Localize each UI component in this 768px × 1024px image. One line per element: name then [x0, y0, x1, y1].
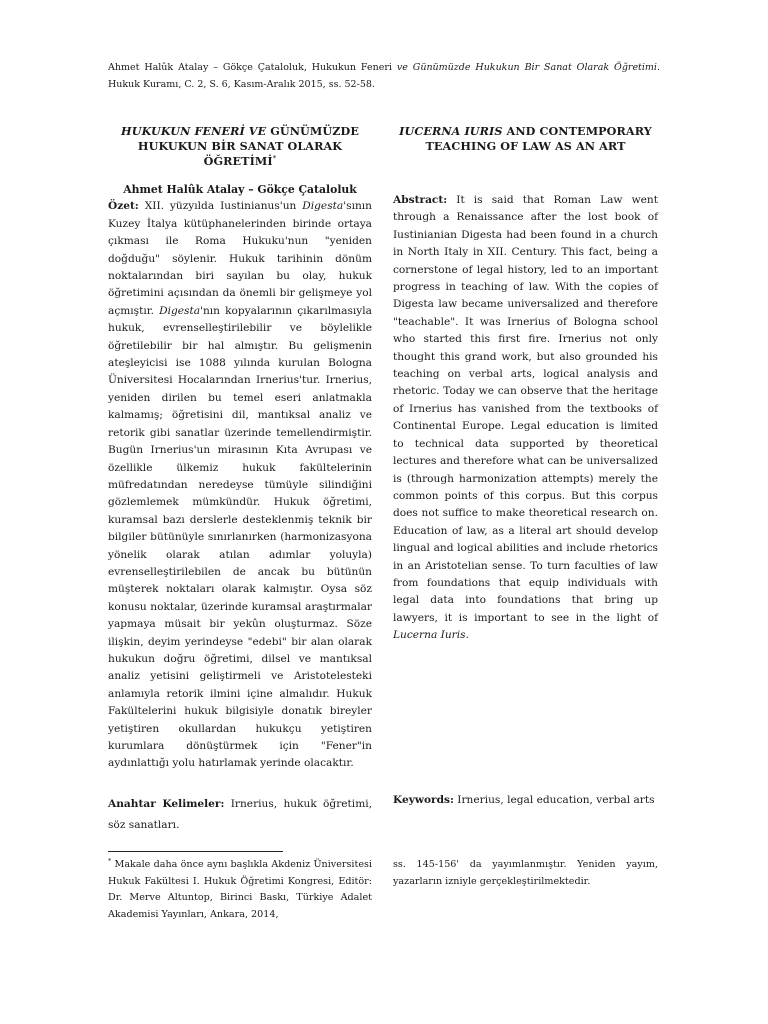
abstract-label: Abstract:: [393, 194, 448, 206]
ozet-text-1: XII. yüzyılda Iustinianus'un: [138, 200, 303, 213]
footnote-left: [108, 857, 372, 923]
digesta-italic-1: Digesta: [302, 200, 344, 213]
ozet-text-3: 'nın kopyalarının çıkarılmasıyla hukuk, evrenselleştirilebilir ve böylelikle öğretilebilir bir hal almıştır. Bu gelişmenin ateşleyicisi ise 1088 yılında kurulan Bologna Üniversitesi Hocalarından Irnerius'tur. Irnerius, yeniden dirilen bu temel eseri anlatmakla kalmamış; öğretisini dil, mantıksal analiz ve retorik gibi sanatlar üzerinde temellendirmiştir. Bugün Irnerius'un mirasının Kıta Avrupası ve özellikle ülkemiz hukuk fakültelerinin müfredatından neredeyse tümüyle silindiğini gözlemlemek mümkündür. Hukuk öğretimi, kuramsal bazı derslerle desteklenmiş teknik bir bilgiler bütünüyle sınırlanırken (harmonizasyona yönelik olarak atılan adımlar yoluyla) evrenselleştirilebilen de ancak bu bütünün müşterek noktaları olarak kalmıştır. Oysa söz konusu noktalar, üzerinde kuramsal araştırmalar yapmaya müsait bir yekûn oluşturmaz. Söze ilişkin, deyim yerindeyse "edebi" bir alan olarak hukukun doğru öğretimi, dilsel ve mantıksal analiz yetisini geliştirmeli ve Aristotelesteki anlamıyla retorik ilmini içine almalıdır. Hukuk Fakültelerini hukuk bilgisiyle donatık bireyler yetiştiren okullardan hukukçu yetiştiren kurumlara dönüştürmek için "Fener"in aydınlattığı yolu hatırlamak yerinde olacaktır.: [108, 304, 372, 770]
turkish-column: [108, 124, 372, 773]
anahtar-kelimeler-text: Irnerius, hukuk öğretimi, söz sanatları.: [108, 798, 372, 831]
keywords-label: Keywords:: [393, 794, 454, 806]
abstract-text: It is said that Roman Law went through a Renaissance after the lost book of Iustinianian Digesta had been found in a church in North Italy in XII. Century. This fact, being a cornerstone of legal history, led to an important progress in teaching of law. With the copies of Digesta law became universalized and therefore "teachable". It was Irnerius of Bologna school who started this first fire. Irnerius not only thought this grand work, but also grounded his teaching on verbal arts, logical analysis and rhetoric. Today we can observe that the heritage of Irnerius has vanished from the textbooks of Continental Europe. Legal education is limited to technical data supported by theoretical lectures and therefore what can be universalized is (through harmonization attempts) merely the common points of this corpus. But this corpus does not suffice to make theoretical research on. Education of law, as a literal art should develop lingual and logical abilities and include rhetorics in an Aristotelian sense. To turn faculties of law from foundations that equip individuals with legal data into foundations that bring up lawyers, it is important to see in the light of: [393, 194, 658, 624]
turkish-title-italic: HUKUKUN FENERİ VE: [121, 124, 267, 138]
english-column: [393, 124, 658, 645]
english-title-italic: IUCERNA IURIS: [399, 124, 503, 138]
turkish-title-rest: GÜNÜMÜZDE HUKUKUN BİR SANAT OLARAK ÖĞRETİMİ: [137, 124, 359, 168]
footnote-right-text: ss. 145-156' da yayımlanmıştır. Yeniden yayım, yazarların izniyle gerçekleştirilmektedir.: [393, 859, 658, 887]
ozet-text-2: 'sının Kuzey İtalya kütüphanelerinden birinde ortaya çıkması ile Roma Hukuku'nun "yeniden doğduğu" söylenir. Hukuk tarihinin dönüm noktalarından biri sayılan bu olay, hukuk öğretimini açısından da önemli bir gelişmeye yol açmıştır.: [108, 200, 372, 317]
english-keywords: [393, 790, 658, 811]
english-title: [393, 124, 658, 154]
turkish-keywords: [108, 794, 372, 836]
footnote-left-text: Makale daha önce aynı başlıkla Akdeniz Üniversitesi Hukuk Fakültesi I. Hukuk Öğretimi Kongresi, Editör: Dr. Merve Altuntop, Birinci Baskı, Türkiye Adalet Akademisi Yayınları, Ankara, 2014,: [108, 859, 372, 920]
english-abstract: [393, 192, 658, 645]
turkish-title: [108, 124, 372, 169]
citation-ve: ve: [396, 62, 408, 73]
digesta-italic-2: Digesta: [159, 304, 201, 317]
anahtar-kelimeler-label: Anahtar Kelimeler:: [108, 798, 225, 810]
citation-italic-title: Günümüzde Hukukun Bir Sanat Olarak Öğretimi: [412, 62, 657, 73]
english-title-rest: AND CONTEMPORARY TEACHING OF LAW AS AN ART: [425, 124, 652, 153]
lucerna-iuris-italic: Lucerna Iuris: [393, 629, 466, 642]
turkish-abstract: [108, 198, 372, 772]
footnote-mark: *: [108, 856, 112, 865]
footnote-divider: [108, 851, 283, 852]
footnote-right: [393, 857, 658, 890]
footnote-marker[interactable]: *: [272, 154, 277, 163]
citation-header: [108, 59, 660, 93]
ozet-label: Özet:: [108, 200, 139, 213]
keywords-text: Irnerius, legal education, verbal arts: [453, 794, 655, 806]
citation-authors: Ahmet Halûk Atalay – Gökçe Çataloluk, Hukukun Feneri: [108, 62, 392, 73]
abstract-end: .: [465, 629, 469, 642]
citation-rest: . Hukuk Kuramı, C. 2, S. 6, Kasım-Aralık 2015, ss. 52-58.: [108, 62, 660, 90]
author-names: Ahmet Halûk Atalay – Gökçe Çataloluk: [123, 183, 357, 196]
